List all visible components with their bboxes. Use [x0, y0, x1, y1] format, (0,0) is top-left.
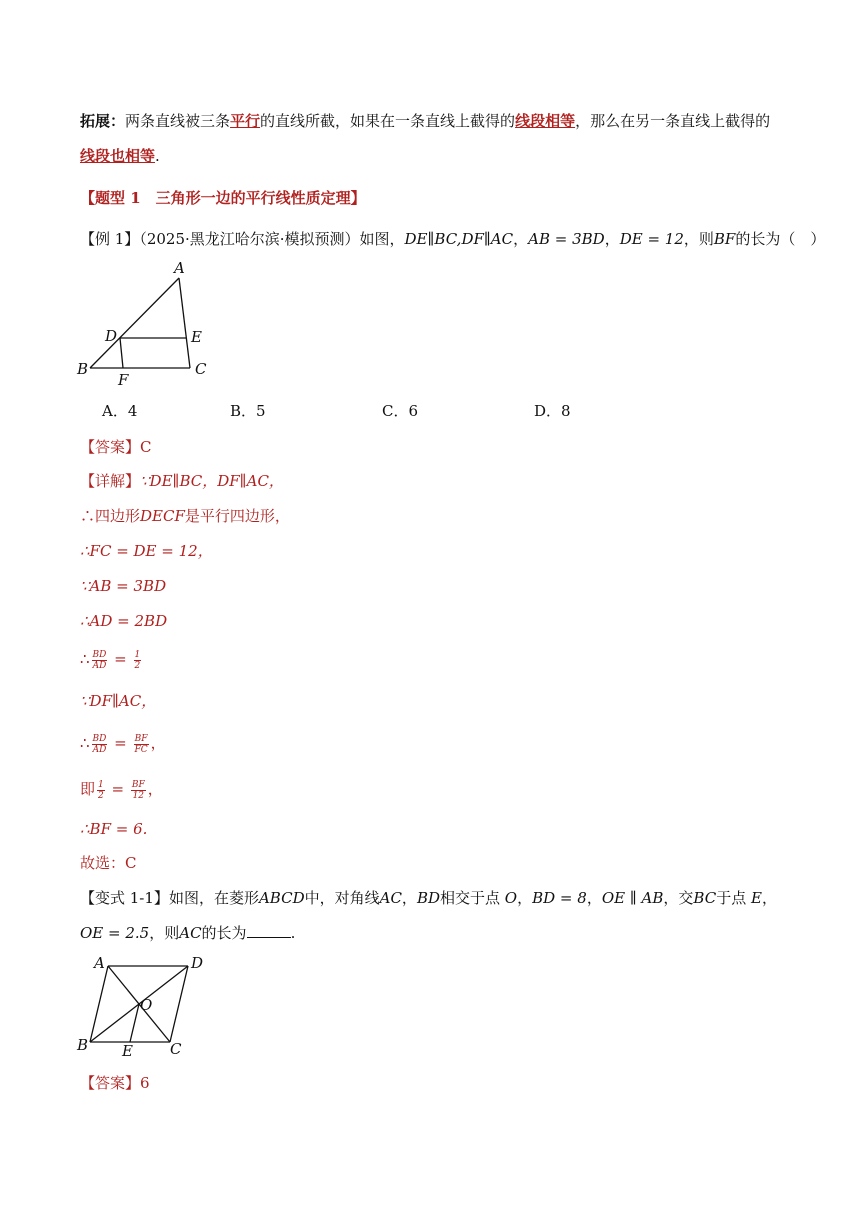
answer-value: C	[140, 438, 152, 456]
answer-blank	[247, 923, 291, 938]
variant1-l2-t2: 的长为	[201, 924, 247, 942]
example1-ask-pre: ，则	[683, 230, 714, 248]
step-8-post: ，	[150, 734, 166, 752]
option-c: C．6	[382, 402, 419, 420]
option-a: A．4	[102, 402, 138, 420]
section-title: 【题型 1 三角形一边的平行线性质定理】	[80, 189, 366, 207]
rhombus-figure	[70, 950, 220, 1065]
extension-line-1	[80, 110, 770, 132]
extension-highlight-equal-segments: 线段相等	[515, 112, 576, 130]
extension-highlight-also-equal: 线段也相等	[80, 147, 156, 165]
variant1-answer-label: 【答案】	[80, 1074, 141, 1092]
solution-step-4: ∵AB = 3BD	[80, 577, 167, 595]
solution-step-5: ∴AD = 2BD	[80, 612, 168, 630]
example1-ask-var: BF	[713, 230, 736, 248]
label-a: A	[94, 954, 105, 972]
label-d: D	[105, 327, 118, 345]
variant1-v1: ABCD	[258, 889, 305, 907]
variant1-v8: E	[750, 889, 762, 907]
variant1-answer-value: 6	[140, 1074, 150, 1092]
variant1-l2-end: .	[290, 924, 296, 942]
frac-num: 1	[134, 649, 141, 660]
example1-ask-post: 的长为（ ）	[735, 230, 826, 248]
solution-step-6	[80, 648, 143, 671]
solution-label: 【详解】	[80, 472, 141, 490]
fraction-bd-ad-2	[92, 734, 108, 755]
label-f: F	[118, 371, 129, 389]
variant1-t9: ，	[761, 889, 777, 907]
example1-ab: AB = 3BD	[528, 230, 605, 248]
solution-step-2	[80, 505, 290, 527]
option-d: D．8	[534, 402, 571, 420]
solution-step-8	[80, 732, 166, 755]
variant1-v7: BC	[693, 889, 717, 907]
step-9-post: ，	[147, 780, 163, 798]
label-c: C	[195, 360, 207, 378]
variant1-question-line-1	[80, 887, 777, 909]
variant1-v6: OE ∥ AB	[601, 889, 664, 907]
extension-line-2	[80, 145, 160, 167]
step-9-pre: 即	[80, 780, 96, 798]
extension-text-2: 的直线所截，如果在一条直线上截得的	[260, 112, 516, 130]
variant1-l2-t1: ，则	[149, 924, 180, 942]
label-c: C	[170, 1040, 182, 1058]
frac-den: AD	[92, 744, 107, 755]
step-8-eq: =	[109, 734, 132, 752]
label-b: B	[77, 1036, 89, 1054]
frac-den: 2	[98, 790, 104, 801]
segment-ac	[179, 278, 190, 368]
fraction-one-half-2	[97, 780, 105, 801]
solution-step-7: ∵DF∥AC，	[80, 692, 157, 710]
variant1-answer	[80, 1072, 150, 1094]
example1-source: （2025·黑龙江哈尔滨·模拟预测）如图，	[139, 230, 405, 248]
variant1-t6: ，	[586, 889, 602, 907]
frac-num: BF	[134, 733, 148, 744]
variant1-v3: BD	[416, 889, 440, 907]
fraction-bf-12	[131, 780, 146, 801]
variant1-t7: ，交	[663, 889, 694, 907]
example1-sep-2: ，	[604, 230, 620, 248]
variant1-v5: BD = 8	[532, 889, 587, 907]
variant1-oe: OE = 2.5	[80, 924, 150, 942]
frac-num: BD	[92, 649, 107, 660]
example1-question	[80, 228, 825, 250]
example1-answer	[80, 436, 152, 458]
label-e: E	[122, 1042, 133, 1060]
step-6-eq: =	[109, 650, 132, 668]
frac-num: BF	[131, 779, 145, 790]
extension-highlight-parallel: 平行	[230, 112, 261, 130]
solution-step-1	[80, 470, 284, 492]
frac-den: 12	[132, 790, 145, 801]
variant1-v2: AC	[379, 889, 402, 907]
segment-ab	[90, 278, 179, 368]
label-a: A	[174, 259, 185, 277]
variant1-question-line-2	[80, 922, 295, 944]
solution-step-9	[80, 778, 163, 801]
frac-num: 1	[98, 779, 104, 790]
variant1-t1: 如图，在菱形	[168, 889, 259, 907]
frac-den: AD	[92, 660, 107, 671]
variant1-label: 【变式 1-1】	[80, 889, 169, 907]
step-8-pre: ∴	[80, 734, 90, 752]
variant1-t5: ，	[517, 889, 533, 907]
example1-sep: ，	[513, 230, 529, 248]
segment-df	[120, 338, 123, 368]
step-6-pre: ∴	[80, 650, 90, 668]
solution-step-10: ∴BF = 6.	[80, 820, 148, 838]
extension-text-1: 两条直线被三条	[125, 112, 231, 130]
frac-den: 2	[134, 660, 141, 671]
frac-den: FC	[134, 744, 148, 755]
option-b: B．5	[230, 402, 266, 420]
triangle-figure	[70, 255, 220, 390]
label-e: E	[191, 328, 202, 346]
solution-step-11: 故选：C	[80, 854, 137, 872]
variant1-l2-var: AC	[179, 924, 202, 942]
fraction-bd-ad	[92, 650, 108, 671]
example1-de: DE = 12	[619, 230, 684, 248]
extension-label: 拓展：	[80, 112, 126, 130]
label-d: D	[191, 954, 204, 972]
fraction-one-half	[134, 650, 142, 671]
variant1-t3: ，	[401, 889, 417, 907]
example1-condition: DE∥BC,DF∥AC	[404, 230, 514, 248]
variant1-t8: 于点	[716, 889, 751, 907]
step-2-var: DECF	[140, 507, 185, 525]
solution-step-3: ∴FC = DE = 12，	[80, 542, 213, 560]
step-2-post: 是平行四边形，	[184, 507, 290, 525]
step-1-text: ∵DE∥BC，DF∥AC，	[140, 472, 284, 490]
answer-label: 【答案】	[80, 438, 141, 456]
label-o: O	[140, 996, 153, 1014]
step-9-eq: =	[106, 780, 129, 798]
fraction-bf-fc	[134, 734, 149, 755]
label-b: B	[77, 360, 89, 378]
variant1-t2: 中，对角线	[304, 889, 380, 907]
step-2-pre: ∴四边形	[80, 507, 141, 525]
variant1-v4: O	[504, 889, 518, 907]
extension-text-3: ，那么在另一条直线上截得的	[575, 112, 771, 130]
variant1-t4: 相交于点	[440, 889, 505, 907]
extension-text-4: .	[155, 147, 160, 165]
example1-label: 【例 1】	[80, 230, 140, 248]
frac-num: BD	[92, 733, 107, 744]
